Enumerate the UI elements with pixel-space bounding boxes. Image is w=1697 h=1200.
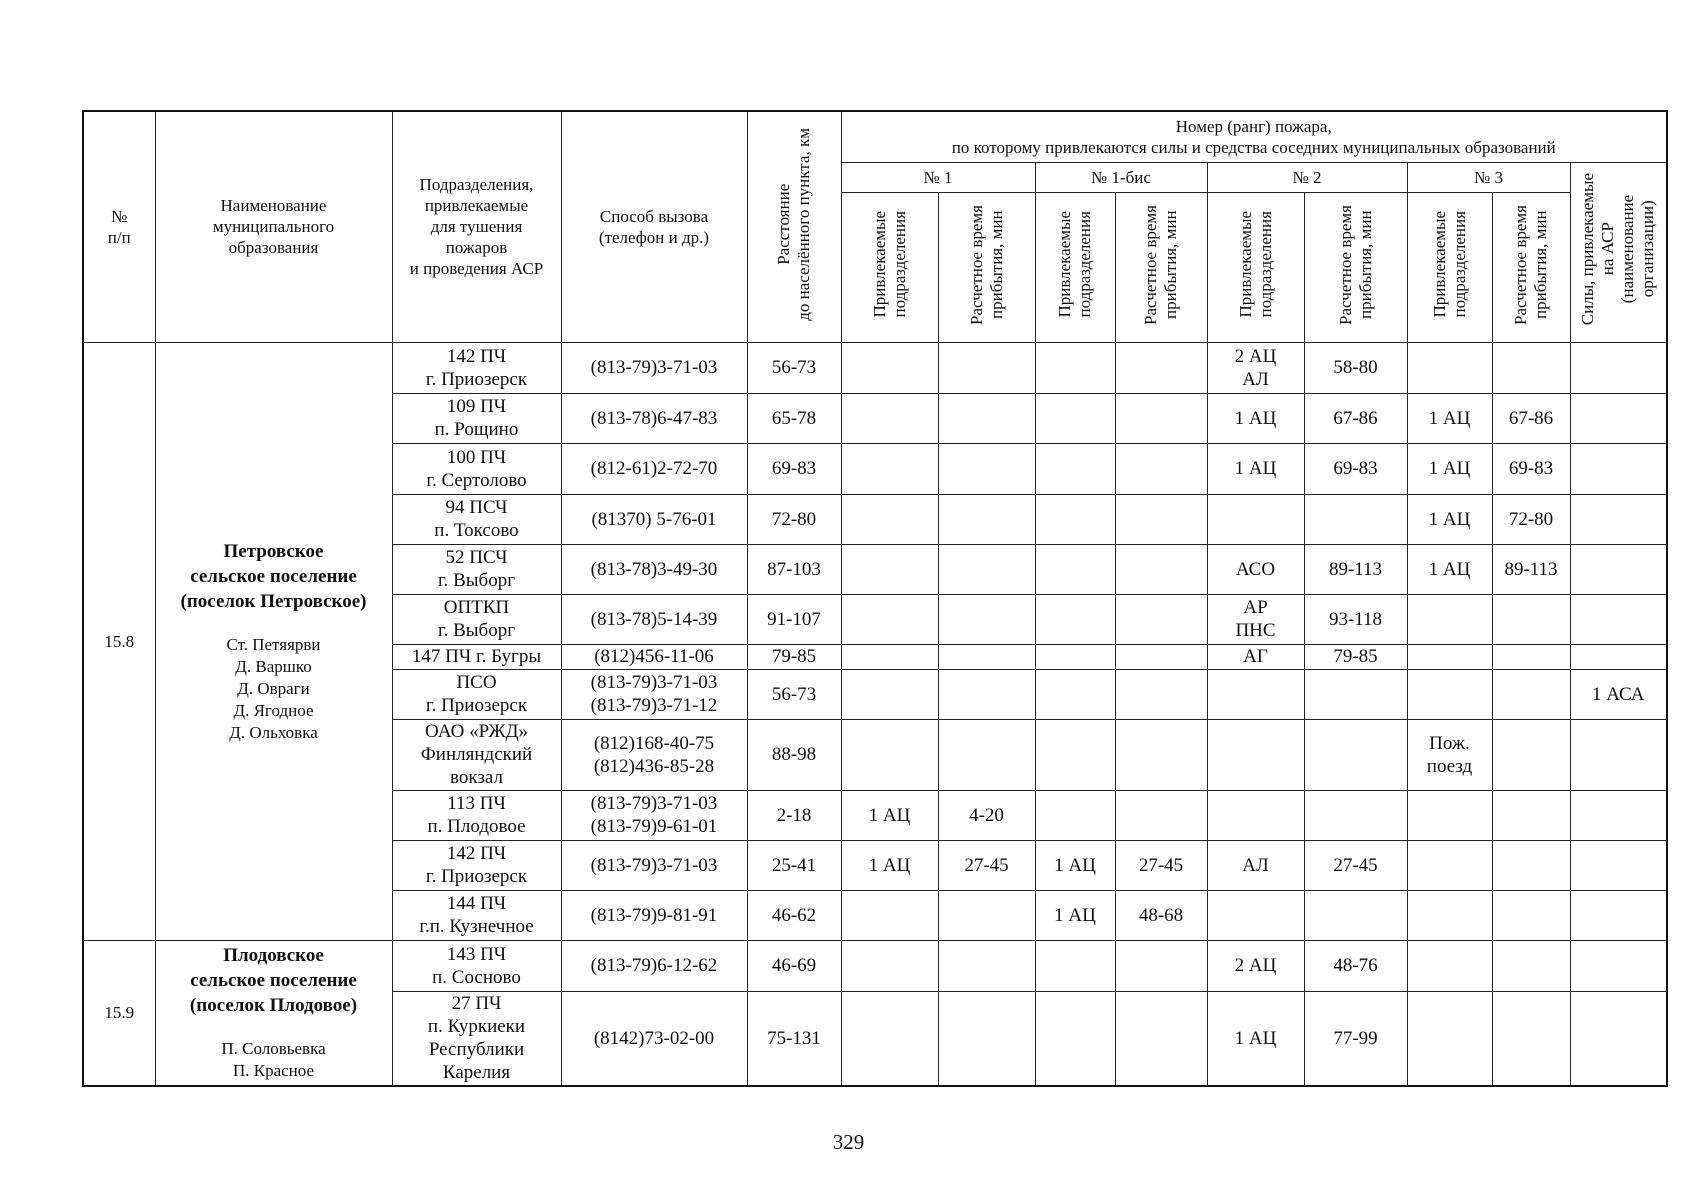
cell-r2-time: 67-86 (1304, 393, 1407, 443)
cell-r1-time (938, 594, 1035, 644)
cell-r2-time: 89-113 (1304, 544, 1407, 594)
cell-r1-units (841, 594, 938, 644)
cell-r1-time (938, 544, 1035, 594)
cell-r3-time: 72-80 (1492, 494, 1570, 544)
settlements-list: П. Соловьевка П. Красное (221, 1039, 326, 1081)
cell-r2-units: 1 АЦ (1207, 443, 1304, 494)
subheader-r1bis-units: Привлекаемые подразделения (1055, 211, 1094, 318)
subheader-r1-units-cell (841, 192, 938, 342)
cell-distance: 72-80 (747, 494, 841, 544)
cell-distance: 69-83 (747, 443, 841, 494)
cell-r1bis-units (1035, 393, 1115, 443)
cell-unit: 109 ПЧ п. Рощино (392, 393, 561, 443)
cell-distance: 91-107 (747, 594, 841, 644)
cell-r3-units: Пож. поезд (1407, 719, 1492, 790)
cell-asr (1570, 940, 1667, 991)
cell-asr (1570, 393, 1667, 443)
cell-distance: 65-78 (747, 393, 841, 443)
cell-r1-time (938, 644, 1035, 669)
cell-call-method: (812)168-40-75 (812)436-85-28 (561, 719, 747, 790)
cell-r1bis-time (1115, 443, 1207, 494)
cell-r1-time (938, 719, 1035, 790)
cell-r2-time (1304, 719, 1407, 790)
cell-asr (1570, 719, 1667, 790)
cell-r1bis-time (1115, 594, 1207, 644)
cell-unit: 94 ПСЧ п. Токсово (392, 494, 561, 544)
cell-r2-time: 48-76 (1304, 940, 1407, 991)
cell-call-method: (813-79)3-71-03 (561, 342, 747, 393)
cell-r1bis-units (1035, 594, 1115, 644)
cell-r2-time: 79-85 (1304, 644, 1407, 669)
cell-r3-time (1492, 669, 1570, 719)
header-asr-cell (1570, 162, 1667, 342)
group-number: 15.9 (83, 940, 155, 1086)
cell-r1-time (938, 342, 1035, 393)
cell-r1bis-time (1115, 940, 1207, 991)
cell-r1-time (938, 940, 1035, 991)
cell-r3-units: 1 АЦ (1407, 494, 1492, 544)
table-body (83, 342, 1667, 1086)
cell-unit: ОАО «РЖД» Финляндский вокзал (392, 719, 561, 790)
header-num: № п/п (83, 111, 155, 342)
cell-r1-units (841, 342, 938, 393)
cell-r1-time (938, 443, 1035, 494)
cell-r3-time (1492, 790, 1570, 840)
cell-r1bis-time (1115, 669, 1207, 719)
cell-call-method: (813-79)3-71-03 (561, 840, 747, 890)
cell-r1bis-time: 27-45 (1115, 840, 1207, 890)
cell-unit: ОПТКП г. Выборг (392, 594, 561, 644)
cell-r1-time (938, 890, 1035, 940)
cell-r3-time: 67-86 (1492, 393, 1570, 443)
cell-call-method: (812-61)2-72-70 (561, 443, 747, 494)
subheader-r2-units: Привлекаемые подразделения (1235, 211, 1275, 318)
group-number: 15.8 (83, 342, 155, 940)
cell-distance: 56-73 (747, 669, 841, 719)
cell-r3-time (1492, 594, 1570, 644)
cell-r2-units: 1 АЦ (1207, 991, 1304, 1086)
cell-unit: 144 ПЧ г.п. Кузнечное (392, 890, 561, 940)
cell-r2-time: 77-99 (1304, 991, 1407, 1086)
cell-r1bis-units (1035, 669, 1115, 719)
cell-r1-time (938, 393, 1035, 443)
cell-asr (1570, 840, 1667, 890)
cell-r3-time (1492, 644, 1570, 669)
subheader-r1-time-cell (938, 192, 1035, 342)
cell-r2-time: 27-45 (1304, 840, 1407, 890)
cell-r1bis-time (1115, 494, 1207, 544)
cell-unit: ПСО г. Приозерск (392, 669, 561, 719)
header-distance: Расстояние до населённого пункта, км (774, 127, 813, 321)
cell-r3-time (1492, 719, 1570, 790)
cell-call-method: (81370) 5-76-01 (561, 494, 747, 544)
cell-unit: 147 ПЧ г. Бугры (392, 644, 561, 669)
cell-r2-units (1207, 669, 1304, 719)
cell-distance: 75-131 (747, 991, 841, 1086)
cell-call-method: (813-79)9-81-91 (561, 890, 747, 940)
cell-r2-units: АЛ (1207, 840, 1304, 890)
cell-unit: 27 ПЧ п. Куркиеки Республики Карелия (392, 991, 561, 1086)
cell-r1bis-time (1115, 790, 1207, 840)
header-units: Подразделения, привлекаемые для тушения пожаров и проведения АСР (392, 111, 561, 342)
cell-r2-units: 2 АЦ (1207, 940, 1304, 991)
cell-r1-units: 1 АЦ (841, 790, 938, 840)
cell-r1-time (938, 991, 1035, 1086)
cell-distance: 2-18 (747, 790, 841, 840)
table-row (83, 940, 1667, 991)
subheader-r2-time: Расчетное время прибытия, мин (1335, 204, 1375, 325)
cell-r1bis-units (1035, 991, 1115, 1086)
cell-unit: 143 ПЧ п. Сосново (392, 940, 561, 991)
cell-r2-time: 69-83 (1304, 443, 1407, 494)
header-rank-group: Номер (ранг) пожара, по которому привлекаются силы и средства соседних муниципальных образований (841, 111, 1667, 162)
cell-call-method: (813-79)3-71-03 (813-79)3-71-12 (561, 669, 747, 719)
cell-r3-units (1407, 840, 1492, 890)
header-call-method: Способ вызова (телефон и др.) (561, 111, 747, 342)
cell-r2-units (1207, 790, 1304, 840)
cell-r2-time (1304, 494, 1407, 544)
cell-r3-units (1407, 940, 1492, 991)
cell-r1-units (841, 940, 938, 991)
cell-r1bis-time: 48-68 (1115, 890, 1207, 940)
subheader-r1-units: Привлекаемые подразделения (869, 211, 909, 318)
cell-asr (1570, 544, 1667, 594)
subheader-r3-time-cell (1492, 192, 1570, 342)
cell-r3-units (1407, 790, 1492, 840)
subheader-r1bis-units-cell (1035, 192, 1115, 342)
cell-r1bis-time (1115, 644, 1207, 669)
cell-r3-units (1407, 644, 1492, 669)
municipality-name: Петровское сельское поселение (поселок Петровское) (180, 540, 367, 612)
cell-r2-units: АСО (1207, 544, 1304, 594)
cell-r1-units (841, 719, 938, 790)
subheader-r3-units-cell (1407, 192, 1492, 342)
cell-r3-time (1492, 342, 1570, 393)
cell-r2-time (1304, 890, 1407, 940)
cell-r3-units (1407, 594, 1492, 644)
cell-unit: 142 ПЧ г. Приозерск (392, 342, 561, 393)
cell-r3-units (1407, 890, 1492, 940)
cell-r3-units (1407, 342, 1492, 393)
cell-asr: 1 АСА (1570, 669, 1667, 719)
cell-unit: 142 ПЧ г. Приозерск (392, 840, 561, 890)
cell-r1-units (841, 991, 938, 1086)
cell-r3-time (1492, 890, 1570, 940)
cell-r1-units (841, 890, 938, 940)
cell-r1bis-time (1115, 544, 1207, 594)
header-rank-1bis: № 1-бис (1035, 162, 1207, 192)
cell-r1-units (841, 669, 938, 719)
cell-distance: 25-41 (747, 840, 841, 890)
cell-call-method: (813-78)3-49-30 (561, 544, 747, 594)
cell-r1bis-units: 1 АЦ (1035, 840, 1115, 890)
cell-r1bis-units (1035, 443, 1115, 494)
cell-distance: 56-73 (747, 342, 841, 393)
cell-r3-time: 89-113 (1492, 544, 1570, 594)
cell-asr (1570, 443, 1667, 494)
cell-r1bis-time (1115, 342, 1207, 393)
cell-call-method: (8142)73-02-00 (561, 991, 747, 1086)
cell-r1bis-units (1035, 544, 1115, 594)
cell-asr (1570, 644, 1667, 669)
header-rank-1: № 1 (841, 162, 1035, 192)
cell-r1-time: 27-45 (938, 840, 1035, 890)
cell-r2-units: 2 АЦ АЛ (1207, 342, 1304, 393)
cell-r3-time (1492, 840, 1570, 890)
cell-r2-units: АГ (1207, 644, 1304, 669)
cell-call-method: (813-78)6-47-83 (561, 393, 747, 443)
cell-asr (1570, 494, 1667, 544)
cell-asr (1570, 991, 1667, 1086)
cell-r1-time (938, 494, 1035, 544)
subheader-r2-units-cell (1207, 192, 1304, 342)
cell-r2-units: 1 АЦ (1207, 393, 1304, 443)
cell-r2-time: 93-118 (1304, 594, 1407, 644)
cell-r1bis-units (1035, 494, 1115, 544)
cell-r1-units (841, 393, 938, 443)
municipality-cell (155, 940, 392, 1086)
header-asr: Силы, привлекаемые на АСР (наименование организации) (1578, 173, 1658, 326)
cell-r1bis-units (1035, 940, 1115, 991)
cell-r3-units: 1 АЦ (1407, 544, 1492, 594)
header-municipality: Наименование муниципального образования (155, 111, 392, 342)
cell-asr (1570, 594, 1667, 644)
cell-r3-time (1492, 940, 1570, 991)
cell-r3-units (1407, 991, 1492, 1086)
cell-r1-units (841, 644, 938, 669)
cell-r1bis-time (1115, 393, 1207, 443)
subheader-r1bis-time: Расчетное время прибытия, мин (1141, 204, 1180, 325)
cell-r1bis-units (1035, 644, 1115, 669)
cell-distance: 87-103 (747, 544, 841, 594)
cell-r1bis-units: 1 АЦ (1035, 890, 1115, 940)
subheader-r3-units: Привлекаемые подразделения (1429, 211, 1469, 318)
cell-r2-time (1304, 669, 1407, 719)
cell-asr (1570, 890, 1667, 940)
subheader-r1-time: Расчетное время прибытия, мин (966, 204, 1006, 325)
subheader-r2-time-cell (1304, 192, 1407, 342)
cell-distance: 79-85 (747, 644, 841, 669)
cell-r1-units (841, 443, 938, 494)
cell-r3-time: 69-83 (1492, 443, 1570, 494)
header-rank-2: № 2 (1207, 162, 1407, 192)
cell-r2-units (1207, 719, 1304, 790)
cell-r1-units: 1 АЦ (841, 840, 938, 890)
cell-r1bis-time (1115, 991, 1207, 1086)
subheader-r3-time: Расчетное время прибытия, мин (1511, 204, 1550, 325)
cell-r2-units: АР ПНС (1207, 594, 1304, 644)
cell-call-method: (812)456-11-06 (561, 644, 747, 669)
cell-r2-time (1304, 790, 1407, 840)
cell-r1-time: 4-20 (938, 790, 1035, 840)
cell-r1-time (938, 669, 1035, 719)
cell-distance: 46-69 (747, 940, 841, 991)
cell-unit: 113 ПЧ п. Плодовое (392, 790, 561, 840)
subheader-r1bis-time-cell (1115, 192, 1207, 342)
cell-r2-units (1207, 494, 1304, 544)
cell-call-method: (813-79)6-12-62 (561, 940, 747, 991)
cell-call-method: (813-78)5-14-39 (561, 594, 747, 644)
cell-r1bis-units (1035, 790, 1115, 840)
cell-distance: 88-98 (747, 719, 841, 790)
header-rank-3: № 3 (1407, 162, 1570, 192)
cell-r3-time (1492, 991, 1570, 1086)
cell-r1bis-time (1115, 719, 1207, 790)
cell-r1-units (841, 494, 938, 544)
fire-resources-table (82, 110, 1668, 1087)
cell-unit: 52 ПСЧ г. Выборг (392, 544, 561, 594)
cell-asr (1570, 342, 1667, 393)
page-number: 329 (832, 1130, 865, 1154)
cell-r1bis-units (1035, 342, 1115, 393)
cell-unit: 100 ПЧ г. Сертолово (392, 443, 561, 494)
cell-r3-units: 1 АЦ (1407, 393, 1492, 443)
cell-call-method: (813-79)3-71-03 (813-79)9-61-01 (561, 790, 747, 840)
cell-r1bis-units (1035, 719, 1115, 790)
cell-r3-units: 1 АЦ (1407, 443, 1492, 494)
cell-distance: 46-62 (747, 890, 841, 940)
municipality-cell (155, 342, 392, 940)
cell-asr (1570, 790, 1667, 840)
cell-r3-units (1407, 669, 1492, 719)
cell-r1-units (841, 544, 938, 594)
header-distance-cell (747, 111, 841, 342)
cell-r2-time: 58-80 (1304, 342, 1407, 393)
municipality-name: Плодовское сельское поселение (поселок Плодовое) (189, 945, 358, 1017)
cell-r2-units (1207, 890, 1304, 940)
settlements-list: Ст. Петяярви Д. Варшко Д. Овраги Д. Ягодное Д. Ольховка (226, 634, 321, 742)
table-row (83, 342, 1667, 393)
